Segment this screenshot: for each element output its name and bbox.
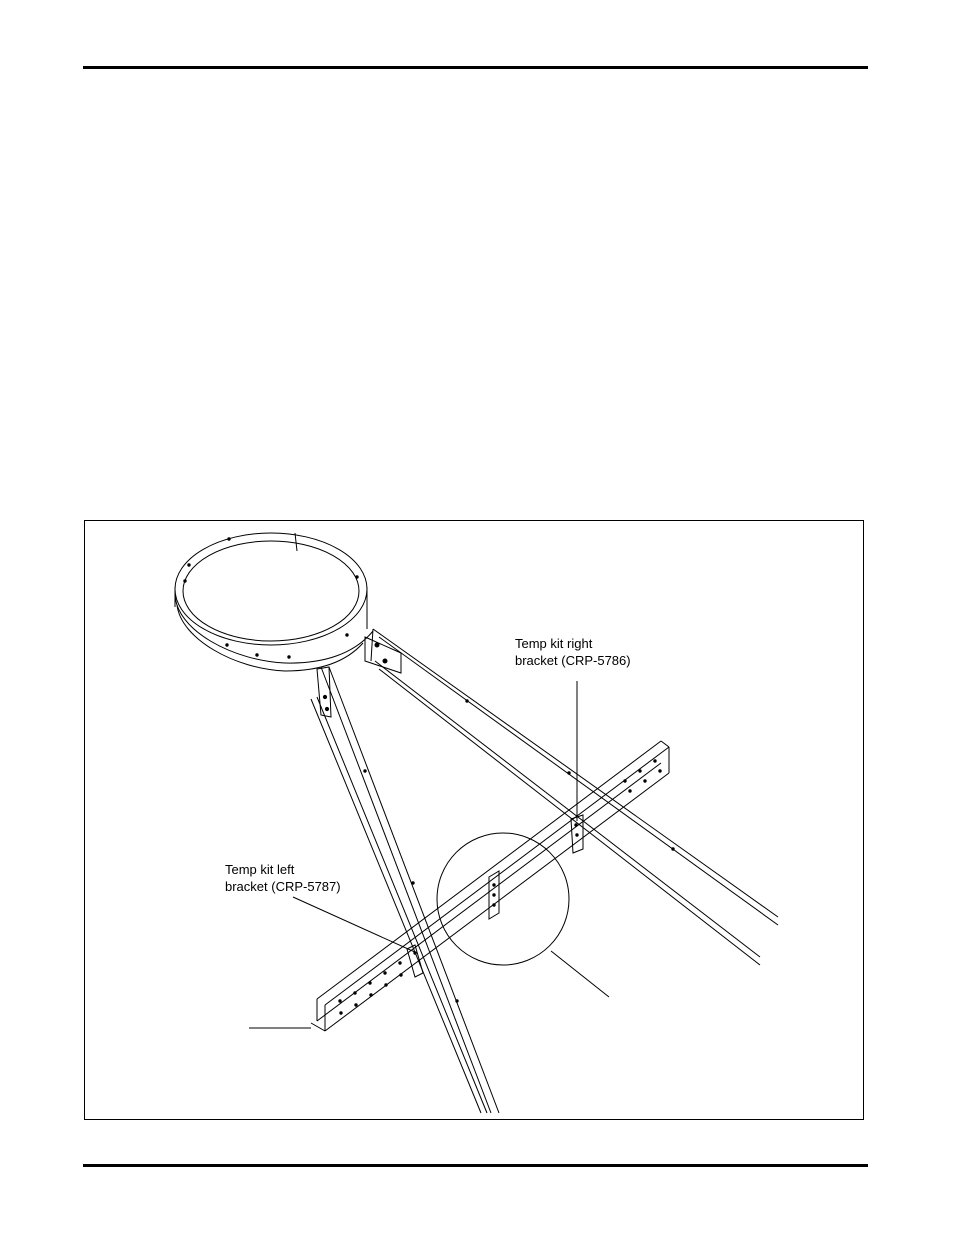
header-rule bbox=[83, 66, 868, 69]
detail-circle bbox=[437, 833, 569, 965]
right-bracket-callout-line2: bracket (CRP-5786) bbox=[515, 653, 631, 668]
right-bracket-callout bbox=[515, 635, 631, 669]
installation-figure bbox=[84, 520, 864, 1120]
ring-collar bbox=[175, 533, 373, 671]
bracket-assembly-drawing bbox=[85, 521, 865, 1121]
right-bracket-callout-line1: Temp kit right bbox=[515, 636, 593, 651]
left-bracket-callout bbox=[225, 861, 341, 895]
right-diagonal-channel bbox=[365, 629, 778, 965]
footer-rule bbox=[83, 1164, 868, 1167]
detail-circle-leader bbox=[551, 951, 609, 997]
left-bracket-callout-line1: Temp kit left bbox=[225, 862, 295, 877]
left-bracket-callout-line2: bracket (CRP-5787) bbox=[225, 879, 341, 894]
crossing-purlin bbox=[311, 741, 669, 1031]
left-bracket-leader bbox=[293, 897, 417, 953]
